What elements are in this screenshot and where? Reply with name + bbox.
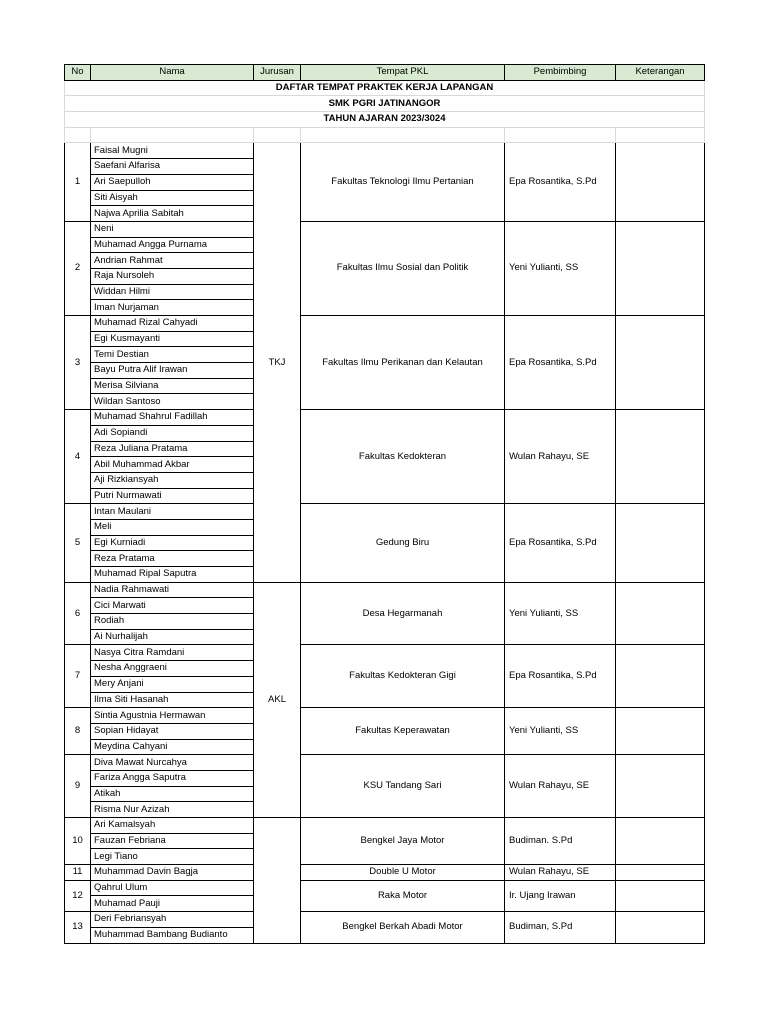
- cell-nama: Nasya Citra Ramdani: [91, 645, 254, 661]
- cell-pembimbing: Epa Rosantika, S.Pd: [505, 645, 616, 708]
- cell-no: 3: [65, 316, 91, 410]
- cell-nama: Qahrul Ulum: [91, 880, 254, 896]
- cell-pembimbing: Yeni Yulianti, SS: [505, 221, 616, 315]
- cell-nama: Raja Nursoleh: [91, 268, 254, 284]
- cell-nama: Andrian Rahmat: [91, 253, 254, 269]
- table-row: [65, 410, 705, 426]
- cell-no: 1: [65, 143, 91, 221]
- cell-nama: Iman Nurjaman: [91, 300, 254, 316]
- cell-nama: Nadia Rahmawati: [91, 582, 254, 598]
- cell-tempat-pkl: Bengkel Jaya Motor: [301, 818, 505, 865]
- cell-jurusan: [254, 818, 301, 944]
- cell-keterangan: [616, 708, 705, 755]
- header-keterangan: Keterangan: [616, 65, 705, 81]
- table-row: [65, 645, 705, 661]
- blank-cell: [301, 127, 505, 143]
- cell-pembimbing: Wulan Rahayu, SE: [505, 865, 616, 881]
- table-row: [65, 582, 705, 598]
- cell-nama: Egi Kusmayanti: [91, 331, 254, 347]
- cell-nama: Temi Destian: [91, 347, 254, 363]
- cell-nama: Atikah: [91, 786, 254, 802]
- cell-nama: Putri Nurmawati: [91, 488, 254, 504]
- cell-jurusan: TKJ: [254, 143, 301, 582]
- blank-cell: [616, 127, 705, 143]
- header-nama: Nama: [91, 65, 254, 81]
- cell-tempat-pkl: Desa Hegarmanah: [301, 582, 505, 645]
- cell-keterangan: [616, 865, 705, 881]
- cell-nama: Muhammad Bambang Budianto: [91, 927, 254, 943]
- cell-keterangan: [616, 880, 705, 911]
- cell-tempat-pkl: Fakultas Keperawatan: [301, 708, 505, 755]
- cell-nama: Meli: [91, 519, 254, 535]
- cell-nama: Reza Juliana Pratama: [91, 441, 254, 457]
- table-row: [65, 865, 705, 881]
- cell-tempat-pkl: Raka Motor: [301, 880, 505, 911]
- cell-nama: Ai Nurhalijah: [91, 629, 254, 645]
- doc-title-line-3: TAHUN AJARAN 2023/3024: [65, 112, 705, 128]
- cell-keterangan: [616, 143, 705, 221]
- blank-cell: [505, 127, 616, 143]
- cell-nama: Muhamad Pauji: [91, 896, 254, 912]
- cell-nama: Aji Rizkiansyah: [91, 472, 254, 488]
- cell-no: 10: [65, 818, 91, 865]
- cell-nama: Neni: [91, 221, 254, 237]
- cell-nama: Muhamad Shahrul Fadillah: [91, 410, 254, 426]
- cell-nama: Saefani Alfarisa: [91, 159, 254, 175]
- cell-nama: Ari Kamalsyah: [91, 818, 254, 834]
- header-row: [65, 65, 705, 81]
- cell-nama: Merisa Silviana: [91, 378, 254, 394]
- cell-tempat-pkl: Fakultas Ilmu Sosial dan Politik: [301, 221, 505, 315]
- header-pembimbing: Pembimbing: [505, 65, 616, 81]
- blank-cell: [91, 127, 254, 143]
- table-row: [65, 755, 705, 771]
- cell-pembimbing: Yeni Yulianti, SS: [505, 582, 616, 645]
- cell-pembimbing: Epa Rosantika, S.Pd: [505, 143, 616, 221]
- header-jurusan: Jurusan: [254, 65, 301, 81]
- cell-keterangan: [616, 645, 705, 708]
- cell-pembimbing: Wulan Rahayu, SE: [505, 755, 616, 818]
- cell-nama: Widdan Hilmi: [91, 284, 254, 300]
- page-bottom-margin: [0, 947, 768, 1024]
- cell-pembimbing: Wulan Rahayu, SE: [505, 410, 616, 504]
- cell-no: 8: [65, 708, 91, 755]
- cell-no: 13: [65, 912, 91, 943]
- cell-nama: Rodiah: [91, 614, 254, 630]
- table-body: [65, 143, 705, 943]
- cell-nama: Reza Pratama: [91, 551, 254, 567]
- table-row: [65, 880, 705, 896]
- cell-tempat-pkl: Fakultas Teknologi Ilmu Pertanian: [301, 143, 505, 221]
- cell-nama: Muhamad Rizal Cahyadi: [91, 316, 254, 332]
- cell-tempat-pkl: Bengkel Berkah Abadi Motor: [301, 912, 505, 943]
- cell-keterangan: [616, 818, 705, 865]
- cell-no: 5: [65, 504, 91, 582]
- cell-pembimbing: Budiman. S.Pd: [505, 818, 616, 865]
- cell-tempat-pkl: KSU Tandang Sari: [301, 755, 505, 818]
- cell-keterangan: [616, 221, 705, 315]
- cell-tempat-pkl: Gedung Biru: [301, 504, 505, 582]
- doc-title-line-1: DAFTAR TEMPAT PRAKTEK KERJA LAPANGAN: [65, 80, 705, 96]
- cell-nama: Faisal Mugni: [91, 143, 254, 159]
- cell-nama: Nesha Anggraeni: [91, 661, 254, 677]
- cell-no: 4: [65, 410, 91, 504]
- blank-cell: [65, 127, 91, 143]
- cell-nama: Adi Sopiandi: [91, 425, 254, 441]
- cell-no: 2: [65, 221, 91, 315]
- table-row: [65, 143, 705, 159]
- cell-nama: Muhamad Ripal Saputra: [91, 567, 254, 583]
- cell-pembimbing: Epa Rosantika, S.Pd: [505, 316, 616, 410]
- doc-title-line-2: SMK PGRI JATINANGOR: [65, 96, 705, 112]
- cell-tempat-pkl: Double U Motor: [301, 865, 505, 881]
- table-row: [65, 221, 705, 237]
- cell-keterangan: [616, 912, 705, 943]
- cell-tempat-pkl: Fakultas Kedokteran: [301, 410, 505, 504]
- cell-nama: Intan Maulani: [91, 504, 254, 520]
- cell-nama: Legi Tiano: [91, 849, 254, 865]
- table-row: [65, 912, 705, 928]
- cell-nama: Meydina Cahyani: [91, 739, 254, 755]
- blank-cell: [254, 127, 301, 143]
- cell-no: 12: [65, 880, 91, 911]
- table-row: [65, 708, 705, 724]
- cell-no: 11: [65, 865, 91, 881]
- spreadsheet-page: [64, 64, 704, 944]
- cell-nama: Sopian Hidayat: [91, 723, 254, 739]
- cell-nama: Bayu Putra Alif Irawan: [91, 363, 254, 379]
- cell-nama: Najwa Aprilia Sabitah: [91, 206, 254, 222]
- cell-keterangan: [616, 316, 705, 410]
- cell-nama: Siti Aisyah: [91, 190, 254, 206]
- cell-keterangan: [616, 582, 705, 645]
- table-row: [65, 316, 705, 332]
- header-tempat-pkl: Tempat PKL: [301, 65, 505, 81]
- cell-nama: Diva Mawat Nurcahya: [91, 755, 254, 771]
- cell-tempat-pkl: Fakultas Ilmu Perikanan dan Kelautan: [301, 316, 505, 410]
- cell-no: 9: [65, 755, 91, 818]
- cell-no: 7: [65, 645, 91, 708]
- header-no: No: [65, 65, 91, 81]
- cell-nama: Risma Nur Azizah: [91, 802, 254, 818]
- cell-jurusan: AKL: [254, 582, 301, 817]
- table-row: [65, 504, 705, 520]
- cell-pembimbing: Yeni Yulianti, SS: [505, 708, 616, 755]
- cell-nama: Cici Marwati: [91, 598, 254, 614]
- cell-nama: Deri Febriansyah: [91, 912, 254, 928]
- cell-keterangan: [616, 755, 705, 818]
- cell-nama: Ilma Siti Hasanah: [91, 692, 254, 708]
- cell-nama: Mery Anjani: [91, 676, 254, 692]
- cell-nama: Egi Kurniadi: [91, 535, 254, 551]
- cell-keterangan: [616, 504, 705, 582]
- cell-no: 6: [65, 582, 91, 645]
- cell-nama: Muhamad Angga Purnama: [91, 237, 254, 253]
- table-row: [65, 818, 705, 834]
- cell-nama: Abil Muhammad Akbar: [91, 457, 254, 473]
- cell-pembimbing: Epa Rosantika, S.Pd: [505, 504, 616, 582]
- pkl-table: [64, 64, 705, 944]
- cell-nama: Fauzan Febriana: [91, 833, 254, 849]
- cell-nama: Ari Saepulloh: [91, 174, 254, 190]
- cell-pembimbing: Ir. Ujang Irawan: [505, 880, 616, 911]
- cell-keterangan: [616, 410, 705, 504]
- cell-nama: Wildan Santoso: [91, 394, 254, 410]
- cell-tempat-pkl: Fakultas Kedokteran Gigi: [301, 645, 505, 708]
- cell-nama: Muhammad Davin Bagja: [91, 865, 254, 881]
- cell-nama: Fariza Angga Saputra: [91, 770, 254, 786]
- cell-pembimbing: Budiman, S.Pd: [505, 912, 616, 943]
- cell-nama: Sintia Agustnia Hermawan: [91, 708, 254, 724]
